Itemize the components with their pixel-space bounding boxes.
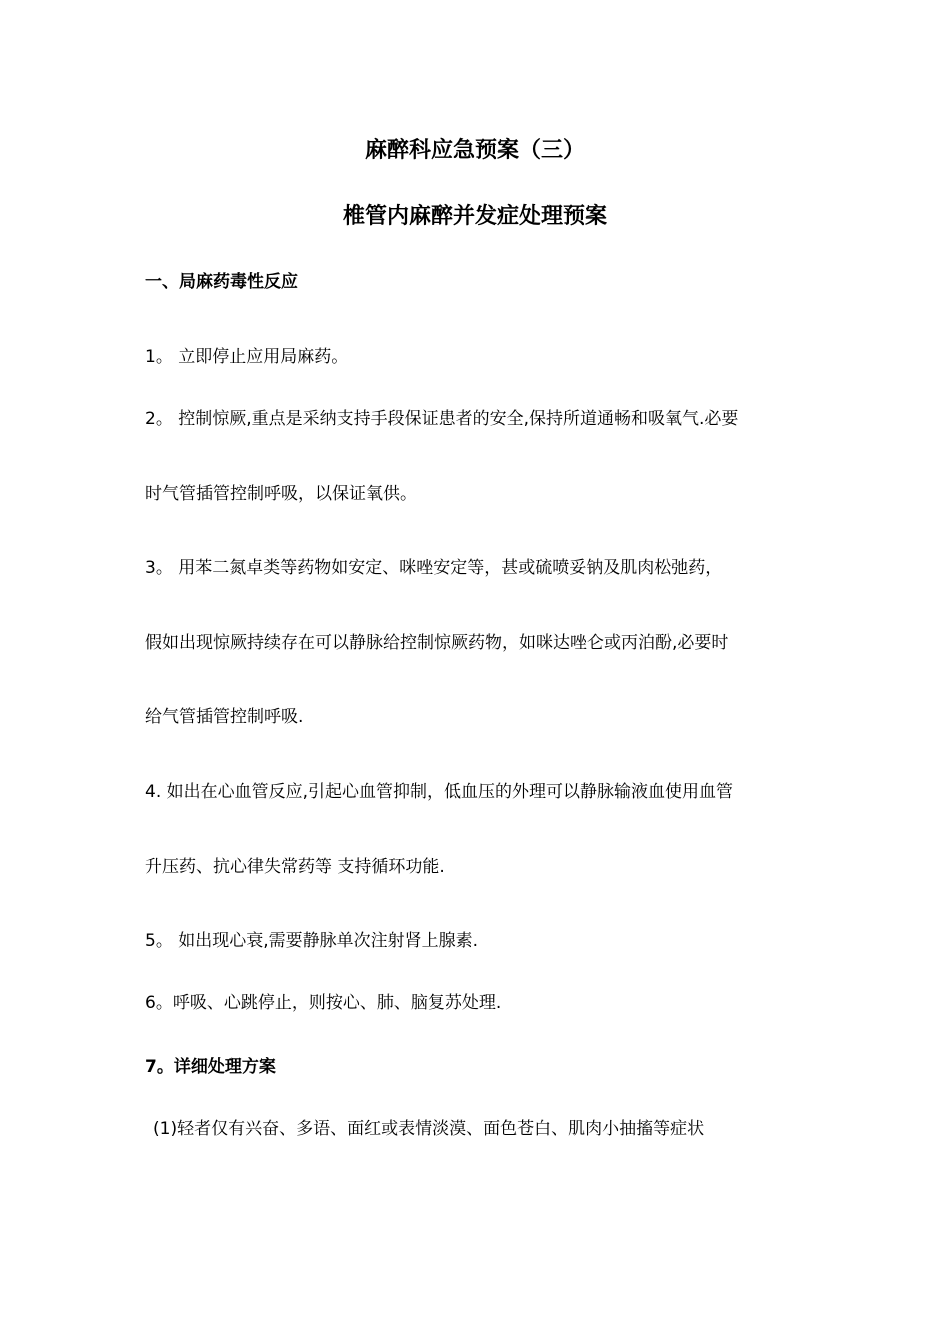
paragraph-line: 3。 用苯二氮卓类等药物如安定、咪唑安定等，甚或硫喷妥钠及肌肉松弛药， bbox=[145, 558, 723, 578]
paragraph-line: 2。 控制惊厥,重点是采纳支持手段保证患者的安全,保持所道通畅和吸氧气.必要 bbox=[145, 409, 739, 429]
paragraph-line: 6。呼吸、心跳停止，则按心、肺、脑复苏处理. bbox=[145, 993, 502, 1013]
document-title: 麻醉科应急预案（三） bbox=[364, 138, 585, 163]
paragraph-line: 时气管插管控制呼吸，以保证氧供。 bbox=[145, 484, 417, 504]
paragraph-line: 假如出现惊厥持续存在可以静脉给控制惊厥药物，如咪达唑仑或丙泊酚,必要时 bbox=[145, 633, 729, 653]
paragraph-line: 4. 如出在心血管反应,引起心血管抑制，低血压的外理可以静脉输液血使用血管 bbox=[145, 782, 734, 802]
paragraph-line: (1)轻者仅有兴奋、多语、面红或表情淡漠、面色苍白、肌肉小抽搐等症状 bbox=[153, 1119, 705, 1139]
paragraph-line: 升压药、抗心律失常药等 支持循环功能. bbox=[145, 857, 445, 877]
subheading: 7。详细处理方案 bbox=[145, 1057, 276, 1077]
paragraph-line: 1。 立即停止应用局麻药。 bbox=[145, 347, 349, 367]
paragraph-line: 5。 如出现心衰,需要静脉单次注射肾上腺素. bbox=[145, 931, 479, 951]
document-subtitle: 椎管内麻醉并发症处理预案 bbox=[342, 204, 607, 229]
section-heading: 一、局麻药毒性反应 bbox=[145, 272, 298, 292]
paragraph-line: 给气管插管控制呼吸. bbox=[145, 707, 304, 727]
